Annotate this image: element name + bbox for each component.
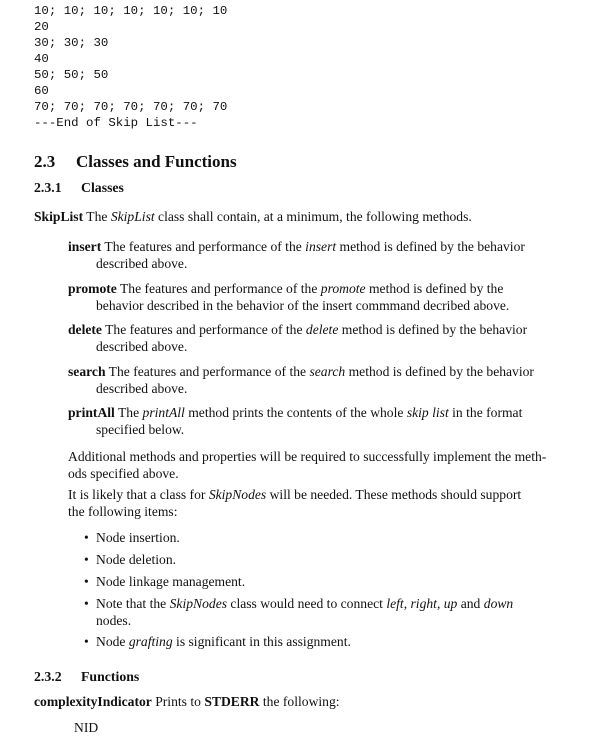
stream-name: STDERR bbox=[204, 694, 260, 709]
likely-paragraph bbox=[68, 487, 565, 520]
method-text: The features and performance of the bbox=[104, 239, 306, 254]
list-item-text: Node insertion. bbox=[96, 530, 180, 545]
method-name: delete bbox=[68, 322, 102, 337]
text-run: nodes. bbox=[96, 612, 132, 628]
list-item-text: Node linkage management. bbox=[96, 574, 246, 589]
method-text: method is defined by the behavior bbox=[338, 322, 528, 337]
method-text: method is defined by the behavior bbox=[345, 364, 534, 379]
list-item bbox=[84, 574, 566, 591]
method-term: search bbox=[309, 364, 346, 379]
list-item bbox=[84, 596, 566, 629]
code-line: ---End of Skip List--- bbox=[34, 116, 198, 130]
paragraph-term: SkipNodes bbox=[208, 487, 267, 502]
method-text-cont: specified below. bbox=[96, 421, 185, 437]
text-run: is significant in this assignment. bbox=[172, 634, 351, 649]
text-run: , bbox=[403, 596, 411, 611]
nid-label: NID bbox=[74, 720, 99, 735]
text-run: and bbox=[457, 596, 484, 611]
method-term: delete bbox=[305, 322, 339, 337]
method-search bbox=[68, 364, 565, 397]
list-item-text bbox=[84, 634, 566, 651]
subsection-number: 2.3.2 bbox=[34, 669, 62, 684]
text-term: SkipNodes bbox=[169, 596, 228, 611]
paragraph-text: will be needed. These methods should support bbox=[266, 487, 522, 502]
method-name: promote bbox=[68, 281, 117, 296]
method-text: method is defined by the behavior bbox=[336, 239, 525, 254]
method-promote bbox=[68, 281, 565, 314]
text-term: grafting bbox=[128, 634, 173, 649]
code-line: 10; 10; 10; 10; 10; 10; 10 bbox=[34, 4, 228, 18]
method-name: insert bbox=[68, 239, 102, 254]
method-text: The features and performance of the bbox=[105, 322, 306, 337]
list-item bbox=[84, 552, 566, 569]
paragraph-text: It is likely that a class for bbox=[68, 487, 209, 502]
text-term: right bbox=[410, 596, 437, 611]
code-line: 20 bbox=[34, 20, 49, 34]
method-text: in the format bbox=[448, 405, 523, 420]
bullet-icon: • bbox=[84, 634, 89, 649]
section-heading bbox=[34, 152, 237, 172]
text-run: Node bbox=[96, 634, 129, 649]
subsection-number: 2.3.1 bbox=[34, 180, 62, 195]
subsection-heading-classes bbox=[34, 180, 124, 196]
paragraph-line: Additional methods and properties will be required to successfully implement the meth- bbox=[68, 449, 547, 464]
method-text-cont: described above. bbox=[96, 380, 188, 396]
code-line: 60 bbox=[34, 84, 49, 98]
list-item-text bbox=[84, 596, 566, 629]
function-name: complexityIndicator bbox=[34, 694, 152, 709]
method-text-cont: described above. bbox=[96, 255, 188, 271]
list-item bbox=[84, 634, 566, 651]
method-name: printAll bbox=[68, 405, 115, 420]
list-item bbox=[84, 530, 566, 547]
additional-paragraph bbox=[68, 449, 565, 482]
paragraph-text: Prints to bbox=[155, 694, 205, 709]
method-term: skip list bbox=[406, 405, 449, 420]
text-run: , bbox=[436, 596, 444, 611]
skiplist-class-name: SkipList bbox=[110, 209, 155, 224]
method-term: printAll bbox=[142, 405, 185, 420]
subsection-title: Classes bbox=[81, 180, 124, 195]
list-item-text: Node deletion. bbox=[96, 552, 177, 567]
section-number: 2.3 bbox=[34, 152, 56, 171]
method-term: insert bbox=[305, 239, 337, 254]
bullet-icon: • bbox=[84, 530, 89, 545]
method-delete bbox=[68, 322, 565, 355]
text-run: class would need to connect bbox=[227, 596, 387, 611]
paragraph-line: ods specified above. bbox=[68, 465, 179, 481]
bullet-icon: • bbox=[84, 596, 89, 611]
method-text: The features and performance of the bbox=[119, 281, 321, 296]
code-line: 40 bbox=[34, 52, 49, 66]
method-text-cont: behavior described in the behavior of the insert commmand decribed above. bbox=[96, 297, 510, 313]
subsection-title: Functions bbox=[81, 669, 140, 684]
subsection-heading-functions bbox=[34, 669, 139, 685]
bullet-icon: • bbox=[84, 574, 89, 589]
method-text: The bbox=[117, 405, 143, 420]
code-line: 30; 30; 30 bbox=[34, 36, 109, 50]
text-run: Note that the bbox=[96, 596, 170, 611]
method-text: method is defined by the bbox=[365, 281, 504, 296]
method-text: method prints the contents of the whole bbox=[184, 405, 407, 420]
text-term: up bbox=[443, 596, 458, 611]
method-insert bbox=[68, 239, 565, 272]
text-term: left bbox=[386, 596, 404, 611]
method-term: promote bbox=[320, 281, 366, 296]
method-text: The features and performance of the bbox=[108, 364, 310, 379]
bullet-icon: • bbox=[84, 552, 89, 567]
skiplist-intro bbox=[34, 209, 574, 226]
paragraph-text: the following: bbox=[259, 694, 340, 709]
text-term: down bbox=[483, 596, 514, 611]
method-printall bbox=[68, 405, 565, 438]
complexity-paragraph bbox=[34, 694, 574, 711]
skiplist-term: SkipList bbox=[34, 209, 84, 224]
method-text-cont: described above. bbox=[96, 338, 188, 354]
code-line: 50; 50; 50 bbox=[34, 68, 109, 82]
skiplist-intro-suffix: class shall contain, at a minimum, the following methods. bbox=[154, 209, 472, 224]
section-title: Classes and Functions bbox=[76, 152, 237, 171]
paragraph-line: the following items: bbox=[68, 503, 178, 519]
skiplist-intro-prefix: The bbox=[86, 209, 111, 224]
method-name: search bbox=[68, 364, 106, 379]
code-line: 70; 70; 70; 70; 70; 70; 70 bbox=[34, 100, 228, 114]
